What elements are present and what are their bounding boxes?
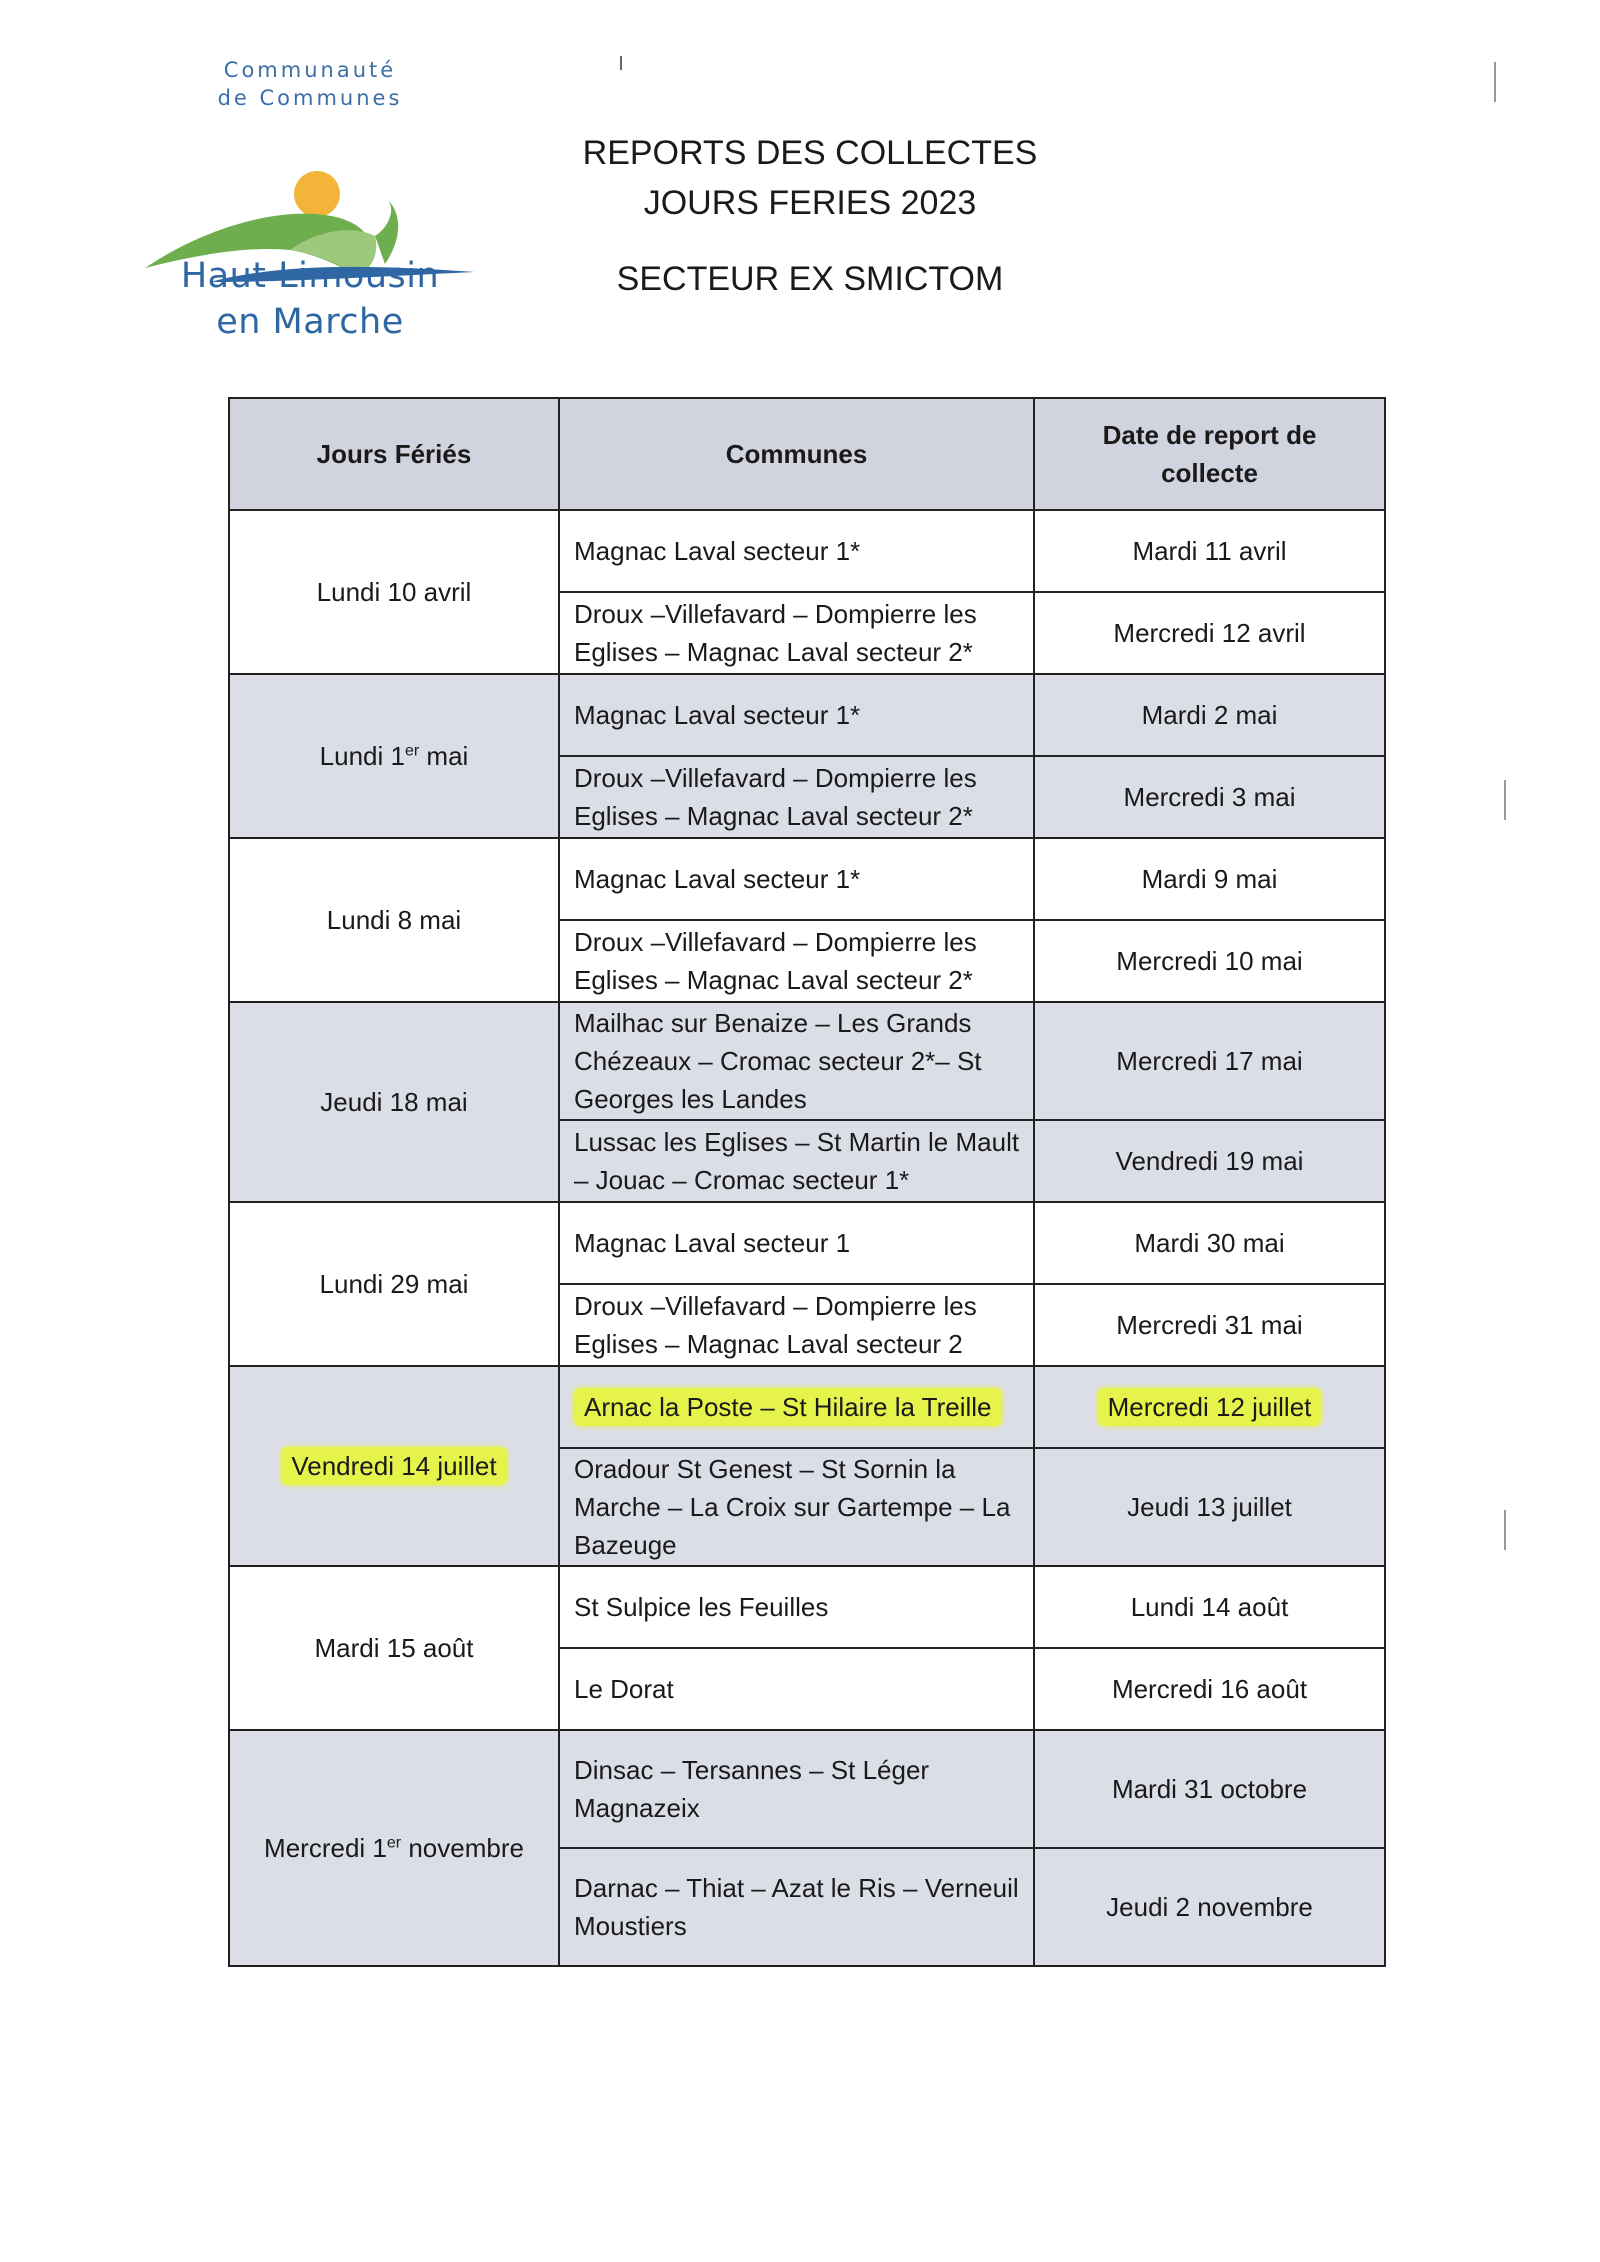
header-communes: Communes — [559, 398, 1034, 510]
scan-speck — [1494, 62, 1496, 102]
table-row — [229, 1002, 1385, 1120]
table-row — [229, 1566, 1385, 1648]
commune-cell: Magnac Laval secteur 1* — [559, 510, 1034, 592]
commune-cell: Lussac les Eglises – St Martin le Mault – Jouac – Cromac secteur 1* — [559, 1120, 1034, 1202]
commune-cell: Droux –Villefavard – Dompierre les Eglises – Magnac Laval secteur 2* — [559, 756, 1034, 838]
commune-cell: Oradour St Genest – St Sornin la Marche – La Croix sur Gartempe – La Bazeuge — [559, 1448, 1034, 1566]
commune-cell: Magnac Laval secteur 1 — [559, 1202, 1034, 1284]
commune-cell: Darnac – Thiat – Azat le Ris – Verneuil Moustiers — [559, 1848, 1034, 1966]
report-date-cell: Jeudi 2 novembre — [1034, 1848, 1385, 1966]
report-date-cell: Mercredi 10 mai — [1034, 920, 1385, 1002]
holiday-cell: Lundi 8 mai — [229, 838, 559, 1002]
highlighted-holiday: Vendredi 14 juillet — [281, 1447, 506, 1485]
logo-text-haut-limousin: Haut Limousin — [180, 256, 440, 296]
schedule-table — [228, 397, 1386, 1967]
table-row — [229, 838, 1385, 920]
report-date-cell: Mercredi 31 mai — [1034, 1284, 1385, 1366]
commune-cell: Magnac Laval secteur 1* — [559, 838, 1034, 920]
report-date-cell — [1034, 1366, 1385, 1448]
logo — [140, 58, 480, 348]
commune-cell: Dinsac – Tersannes – St Léger Magnazeix — [559, 1730, 1034, 1848]
table-row — [229, 1366, 1385, 1448]
title-line-3: SECTEUR EX SMICTOM — [616, 260, 1004, 298]
holiday-cell: Lundi 1er mai — [229, 674, 559, 838]
report-date-cell: Vendredi 19 mai — [1034, 1120, 1385, 1202]
commune-cell: Le Dorat — [559, 1648, 1034, 1730]
commune-cell: Mailhac sur Benaize – Les Grands Chézeaux – Cromac secteur 2*– St Georges les Landes — [559, 1002, 1034, 1120]
report-date-cell: Mercredi 3 mai — [1034, 756, 1385, 838]
holiday-cell: Lundi 10 avril — [229, 510, 559, 674]
logo-text-communaute: Communauté — [223, 58, 397, 82]
title-line-1: REPORTS DES COLLECTES — [582, 134, 1038, 172]
highlighted-report-date: Mercredi 12 juillet — [1098, 1388, 1322, 1426]
holiday-cell — [229, 1366, 559, 1566]
page-title — [560, 128, 1060, 304]
scan-speck — [620, 56, 622, 70]
commune-cell: Droux –Villefavard – Dompierre les Eglises – Magnac Laval secteur 2* — [559, 920, 1034, 1002]
report-date-cell: Jeudi 13 juillet — [1034, 1448, 1385, 1566]
header-date-report: Date de report de collecte — [1034, 398, 1385, 510]
report-date-cell: Mardi 11 avril — [1034, 510, 1385, 592]
commune-cell: Droux –Villefavard – Dompierre les Eglises – Magnac Laval secteur 2* — [559, 592, 1034, 674]
holiday-cell: Mardi 15 août — [229, 1566, 559, 1730]
report-date-cell: Mardi 2 mai — [1034, 674, 1385, 756]
scan-speck — [1504, 1510, 1506, 1550]
table-header-row — [229, 398, 1385, 510]
holiday-cell: Jeudi 18 mai — [229, 1002, 559, 1202]
commune-cell: Droux –Villefavard – Dompierre les Eglises – Magnac Laval secteur 2 — [559, 1284, 1034, 1366]
logo-text-en-marche: en Marche — [216, 302, 404, 342]
report-date-cell: Lundi 14 août — [1034, 1566, 1385, 1648]
report-date-cell: Mercredi 12 avril — [1034, 592, 1385, 674]
commune-cell: St Sulpice les Feuilles — [559, 1566, 1034, 1648]
report-date-cell: Mardi 30 mai — [1034, 1202, 1385, 1284]
table-row — [229, 1202, 1385, 1284]
table-row — [229, 510, 1385, 592]
table-row — [229, 674, 1385, 756]
logo-text-de-communes: de Communes — [217, 86, 403, 110]
holiday-cell: Lundi 29 mai — [229, 1202, 559, 1366]
commune-cell — [559, 1366, 1034, 1448]
header-jours-feries: Jours Fériés — [229, 398, 559, 510]
report-date-cell: Mardi 31 octobre — [1034, 1730, 1385, 1848]
report-date-cell: Mercredi 16 août — [1034, 1648, 1385, 1730]
commune-cell: Magnac Laval secteur 1* — [559, 674, 1034, 756]
holiday-cell: Mercredi 1er novembre — [229, 1730, 559, 1966]
highlighted-commune: Arnac la Poste – St Hilaire la Treille — [574, 1388, 1002, 1426]
title-line-2: JOURS FERIES 2023 — [643, 184, 977, 222]
table-row — [229, 1730, 1385, 1848]
report-date-cell: Mercredi 17 mai — [1034, 1002, 1385, 1120]
scan-speck — [1504, 780, 1506, 820]
report-date-cell: Mardi 9 mai — [1034, 838, 1385, 920]
